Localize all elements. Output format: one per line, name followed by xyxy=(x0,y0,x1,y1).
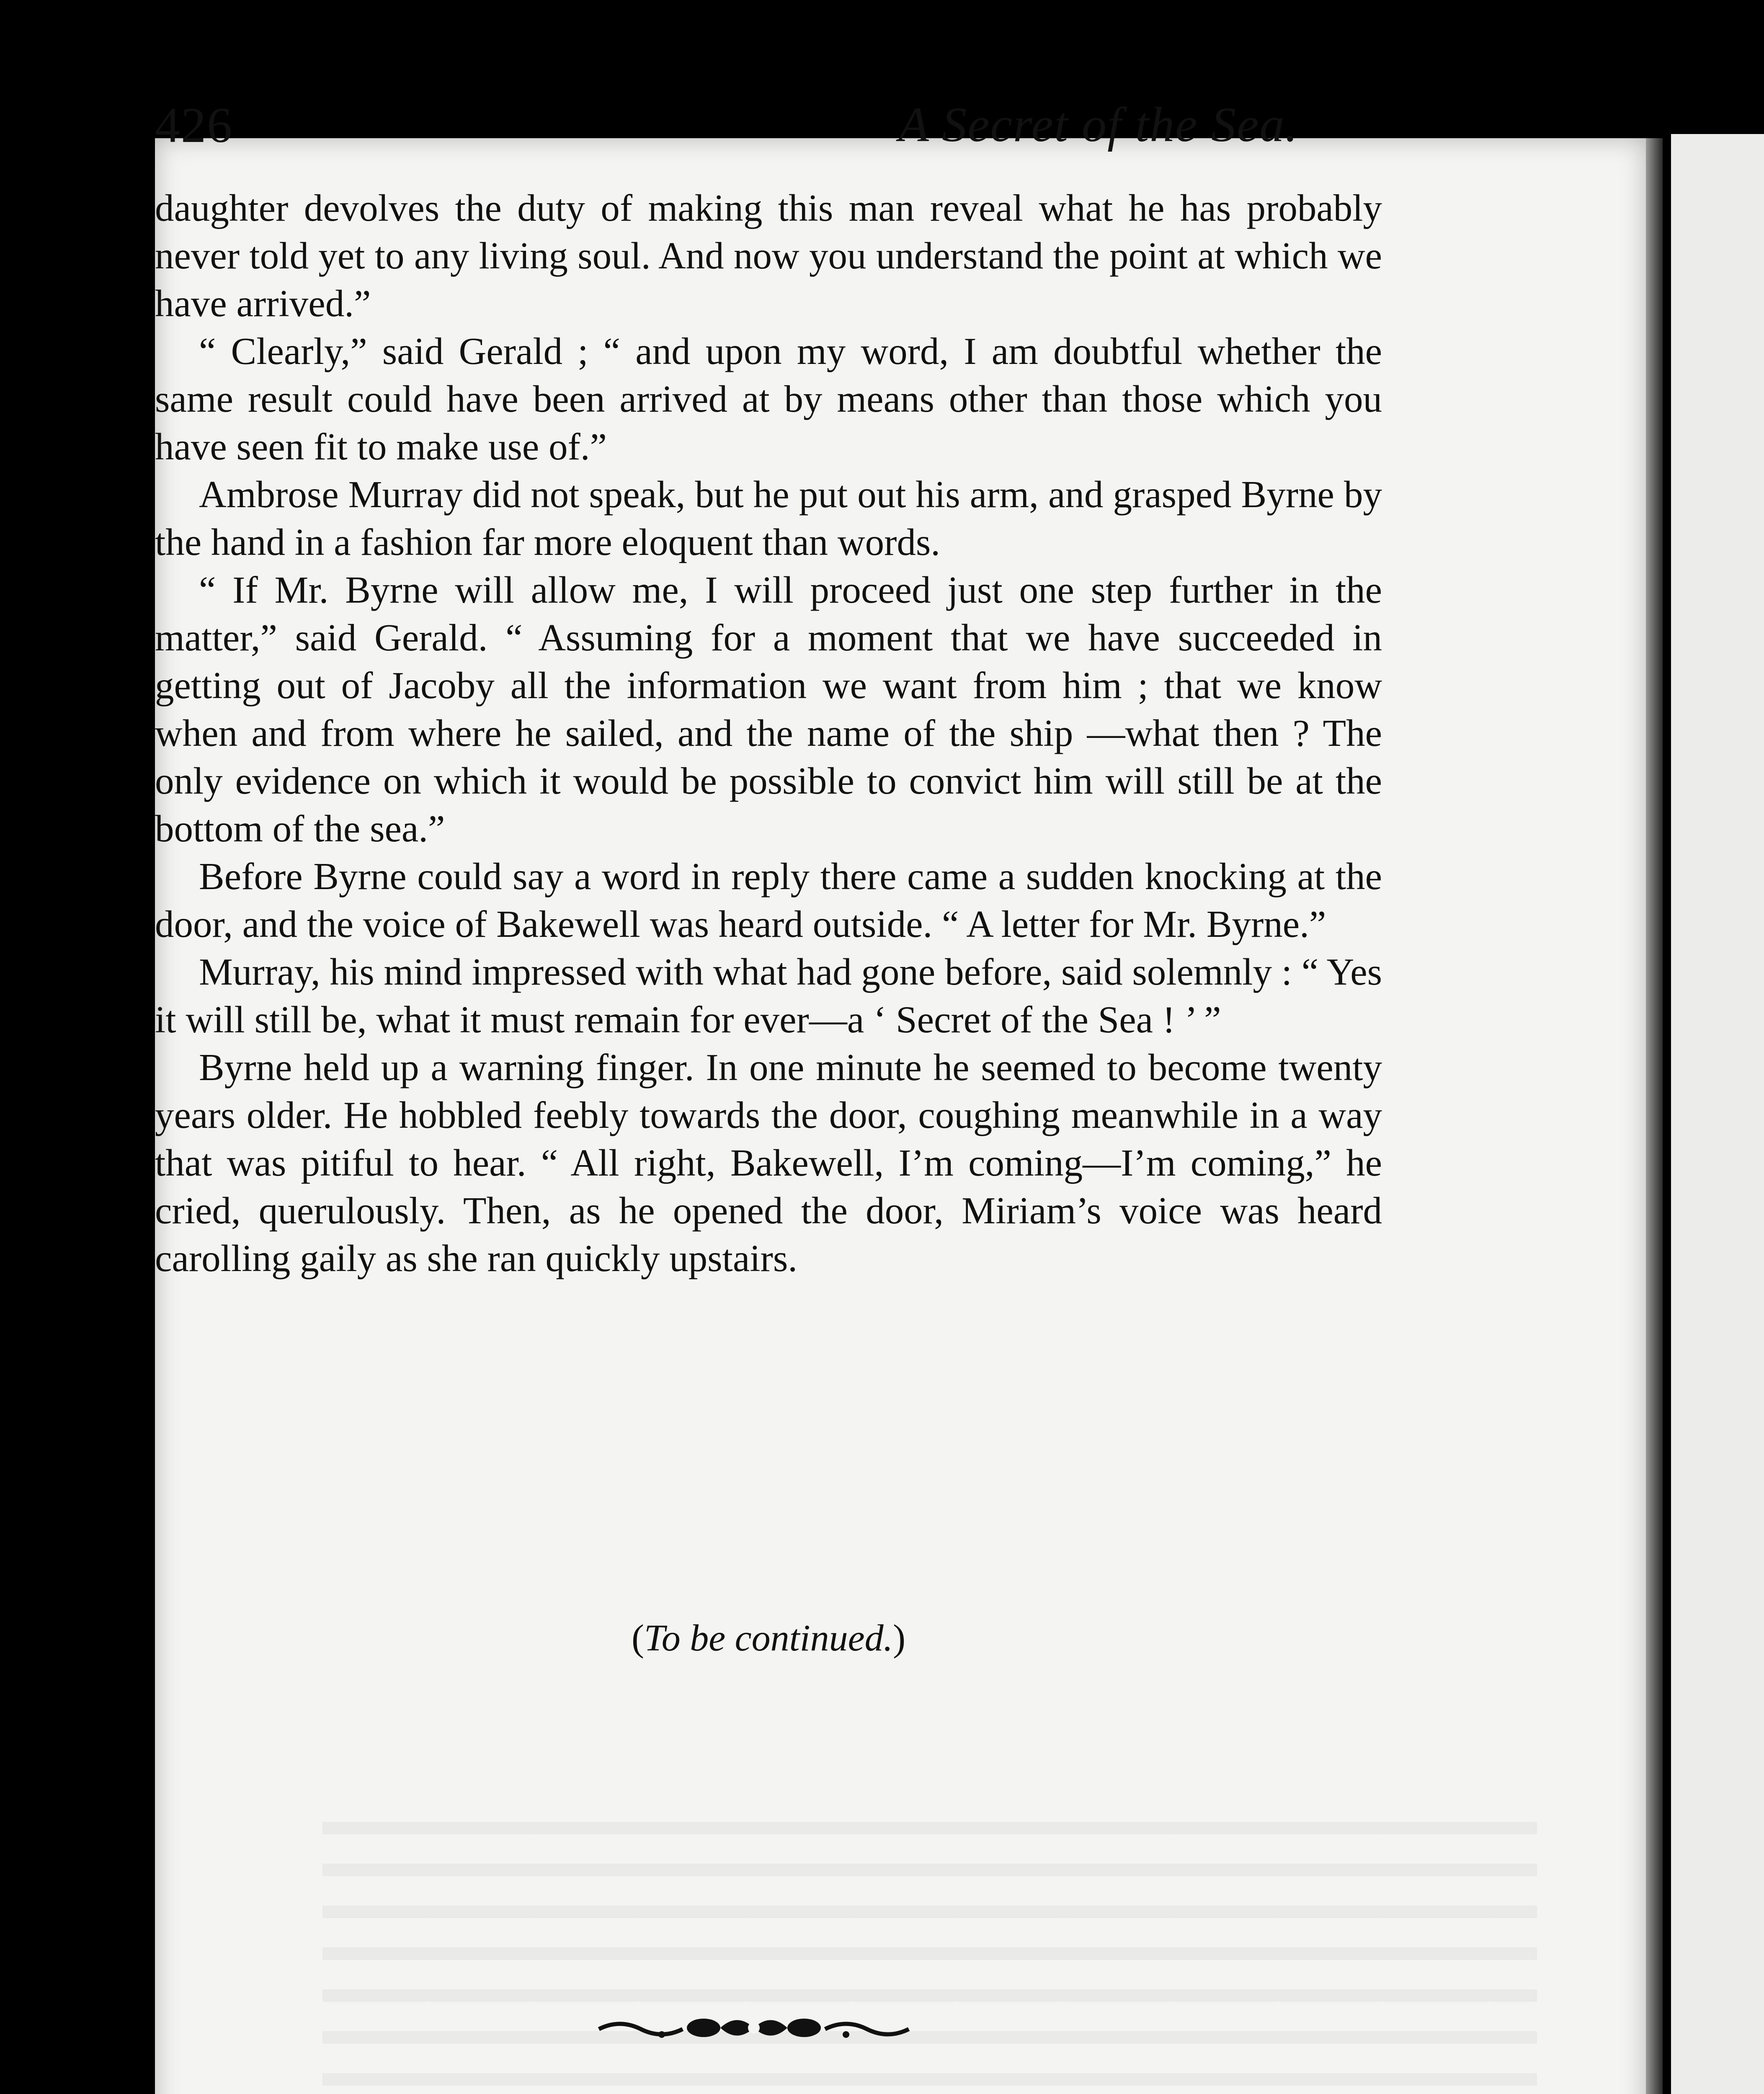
facing-page-edge xyxy=(1671,134,1764,2094)
paragraph: Ambrose Murray did not speak, but he put out his arm, and grasped Byrne by the hand in a fashion far more eloquent than words. xyxy=(155,473,1382,563)
running-title: A Secret of the Sea. xyxy=(898,97,1298,152)
close-paren: ) xyxy=(893,1617,906,1659)
paragraph: Murray, his mind impressed with what had gone before, said solemnly : “ Yes it will still be, what it must remain for ever—a ‘ Secret of the Sea ! ’ ” xyxy=(155,951,1382,1041)
paragraph: Before Byrne could say a word in reply there came a sudden knocking at the door, and the voice of Bakewell was heard outside. “ A letter for Mr. Byrne.” xyxy=(155,855,1382,945)
printers-ornament-icon xyxy=(595,2010,913,2044)
to-be-continued-text: To be continued. xyxy=(644,1617,893,1659)
page-gutter-shadow xyxy=(1646,138,1663,2094)
paragraph-continuation: daughter devolves the duty of making this man reveal what he has probably never told yet to any living soul. And now you understand the point at which we have arrived.” xyxy=(155,187,1382,325)
paragraph: Byrne held up a warning finger. In one minute he seemed to become twenty years older. He hobbled feebly towards the door, coughing meanwhile in a way that was pitiful to hear. “ All right, Bakewell, I’m coming—I’m coming,” he cried, querulously. Then, as he opened the door, Miriam’s voice was heard carolling gaily as she ran quickly upstairs. xyxy=(155,1046,1382,1279)
page-number: 426 xyxy=(155,97,233,153)
paragraph: “ If Mr. Byrne will allow me, I will proceed just one step further in the matter,” said Gerald. “ Assuming for a moment that we have succeeded in getting out of Jacoby all the information we want from him ; that we know when and from where he sailed, and the name of the ship —what then ? The only evidence on which it would be possible to convict him will still be at the bottom of the sea.” xyxy=(155,569,1382,850)
body-text xyxy=(155,184,1382,1282)
paragraph: “ Clearly,” said Gerald ; “ and upon my word, I am doubtful whether the same result could have been arrived at by means other than those which you have seen fit to make use of.” xyxy=(155,330,1382,468)
page-header xyxy=(155,96,1298,180)
open-paren: ( xyxy=(631,1617,644,1659)
to-be-continued-note xyxy=(155,1617,1382,1660)
show-through-text-texture xyxy=(322,1792,1537,2094)
